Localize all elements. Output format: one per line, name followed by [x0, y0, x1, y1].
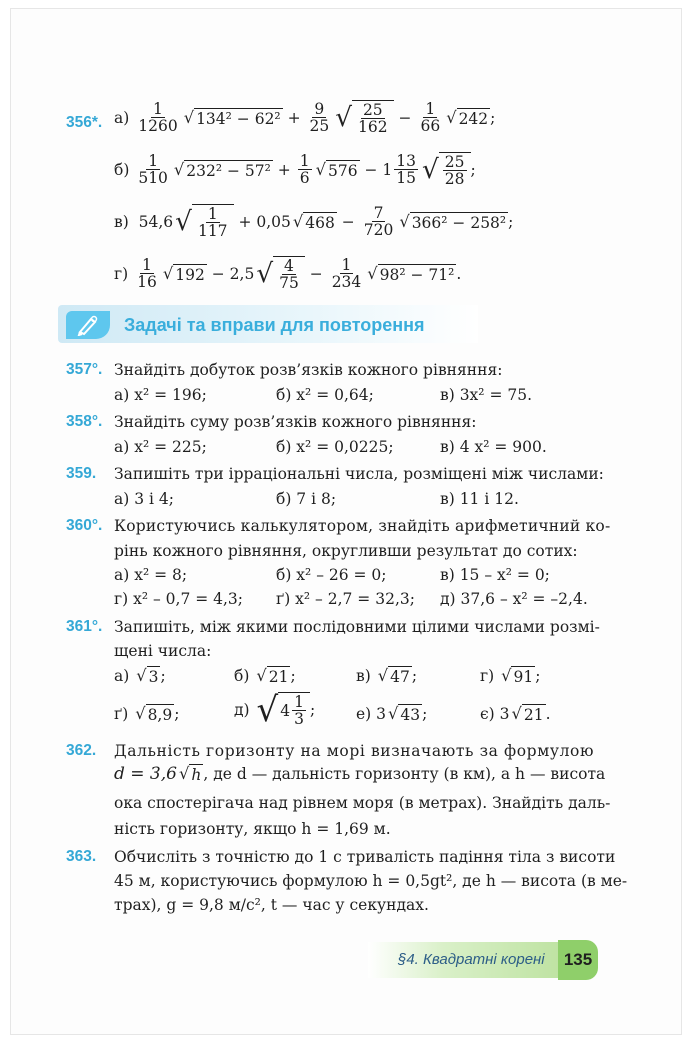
problem-361-item-e: е) 3 √ 43 ;	[356, 703, 428, 724]
problem-357-text: Знайдіть добуток розв’язків кожного рівняння:	[114, 361, 503, 379]
problem-359-item-a: а) 3 і 4;	[114, 490, 174, 508]
coef: 3	[499, 705, 510, 723]
problem-358-item-b: б) x² = 0,0225;	[276, 438, 394, 456]
problem-361-item-v: в) √ 47 ;	[356, 665, 418, 686]
problem-356-b: б) $\frac{1}{510}$ √ 232² − 57² + $\frac{1}{6}$ √ 576 − 1 $\frac{13}{15}$ √ $\frac{25}{28}$ ;	[114, 152, 476, 189]
pen-icon	[66, 311, 110, 339]
radicand: 47	[390, 668, 410, 686]
label-v: в)	[114, 212, 129, 231]
label-g: г)	[114, 264, 129, 283]
frac: $\frac{1}{1260}$	[138, 100, 178, 136]
problem-359-item-v: в) 11 і 12.	[440, 490, 519, 508]
problem-359-item-b: б) 7 і 8;	[276, 490, 337, 508]
problem-360-item-d: д) 37,6 – x² = –2,4.	[440, 590, 588, 608]
problem-361-item-a: а) √ 3 ;	[114, 665, 166, 686]
problem-360-item-a: а) x² = 8;	[114, 566, 188, 584]
problem-356-v: в) 54,6 √ $\frac{1}{117}$ + 0,05 √ 468 − $\frac{7}{720}$ √ 366² − 258² ;	[114, 204, 514, 241]
problem-number-360: 360°.	[66, 517, 103, 534]
problem-360-item-gg: ґ) x² – 2,7 = 32,3;	[276, 590, 415, 608]
label: є)	[480, 705, 495, 723]
label: г)	[480, 667, 495, 685]
problem-356-g: г) $\frac{1}{16}$ √ 192 − 2,5 √ $\frac{4}{75}$ − $\frac{1}{234}$ √ 98² − 71² .	[114, 256, 462, 293]
problem-360-line2: рінь кожного рівняння, округливши результат до сотих:	[114, 542, 578, 560]
problem-361-item-d: д) √ 4 $\frac{1}{3}$ ;	[234, 689, 316, 730]
problem-357-item-b: б) x² = 0,64;	[276, 386, 374, 404]
problem-359-text: Запишіть три ірраціональні числа, розміщені між числами:	[114, 465, 604, 483]
line2-rest: , де d — дальність горизонту (в км), а h — висота	[203, 765, 606, 783]
label-b: б)	[114, 160, 130, 179]
problem-number-357: 357°.	[66, 361, 103, 378]
problem-363-line3: трах), g = 9,8 м/с², t — час у секундах.	[114, 896, 429, 914]
problem-361-item-ye: є) 3 √ 21 .	[480, 703, 551, 724]
problem-360-item-b: б) x² – 26 = 0;	[276, 566, 387, 584]
label: ґ)	[114, 705, 129, 723]
problem-361-line2: щені числа:	[114, 642, 212, 660]
problem-356-a: а) $\frac{1}{1260}$ √ 134² − 62² + $\frac{9}{25}$ √ $\frac{25}{162}$ − $\frac{1}{66}$ √ 242 ;	[114, 100, 496, 137]
problem-361-item-g: г) √ 91 ;	[480, 665, 541, 686]
problem-361-item-gg: ґ) √ 8,9 ;	[114, 703, 180, 724]
problem-number-356: 356*.	[66, 114, 103, 131]
chapter-title: §4. Квадратні корені	[398, 951, 545, 968]
problem-363-line2: 45 м, користуючись формулою h = 0,5gt², де h — висота (в ме-	[114, 872, 628, 890]
label-a: а)	[114, 108, 130, 127]
problem-362-line1: Дальність горизонту на морі визначають за формулою	[114, 742, 595, 760]
problem-361-line1: Запишіть, між якими послідовними цілими числами розмі-	[114, 618, 600, 636]
problem-number-362: 362.	[66, 742, 97, 759]
label: д)	[234, 700, 250, 719]
problem-363-line1: Обчисліть з точністю до 1 с тривалість падіння тіла з висоти	[114, 848, 616, 866]
problem-360-item-g: г) x² – 0,7 = 4,3;	[114, 590, 244, 608]
section-title: Задачі та вправи для повторення	[124, 315, 425, 335]
problem-number-361: 361°.	[66, 618, 103, 635]
numerator: 1	[294, 693, 304, 711]
problem-357-item-v: в) 3x² = 75.	[440, 386, 533, 404]
problem-362-line4: ність горизонту, якщо h = 1,69 м.	[114, 820, 391, 838]
problem-360-line1: Користуючись калькулятором, знайдіть арифметичний ко-	[114, 517, 611, 535]
problem-361-item-b: б) √ 21 ;	[234, 665, 296, 686]
problem-358-item-a: а) x² = 225;	[114, 438, 207, 456]
radicand: 3	[148, 668, 159, 686]
page-number: 135	[558, 940, 598, 980]
problem-number-363: 363.	[66, 848, 97, 865]
problem-360-item-v: в) 15 – x² = 0;	[440, 566, 550, 584]
radicand: 21	[268, 668, 289, 686]
formula-radicand: h	[191, 766, 202, 784]
coef: 3	[376, 705, 387, 723]
denominator: 3	[294, 710, 304, 729]
problem-358-text: Знайдіть суму розв’язків кожного рівняння:	[114, 413, 477, 431]
problem-358-item-v: в) 4 x² = 900.	[440, 438, 547, 456]
whole: 4	[280, 701, 291, 720]
problem-number-358: 358°.	[66, 413, 103, 430]
label: в)	[356, 667, 371, 685]
radicand: 21	[523, 706, 544, 724]
radicand: 91	[513, 668, 534, 686]
problem-number-359: 359.	[66, 465, 97, 482]
problem-362-line2: d = 3,6 √ h , де d — дальність горизонту (в км), а h — висота	[114, 763, 606, 784]
label: а)	[114, 667, 130, 685]
problem-357-item-a: а) x² = 196;	[114, 386, 207, 404]
formula: d = 3,6	[114, 764, 177, 784]
radicand: 8,9	[147, 706, 173, 724]
radicand: 43	[400, 706, 421, 724]
problem-362-line3: ока спостерігача над рівнем моря (в метрах). Знайдіть даль-	[114, 794, 611, 812]
pen-icon-svg	[75, 314, 101, 336]
label: б)	[234, 667, 250, 685]
label: е)	[356, 705, 372, 723]
